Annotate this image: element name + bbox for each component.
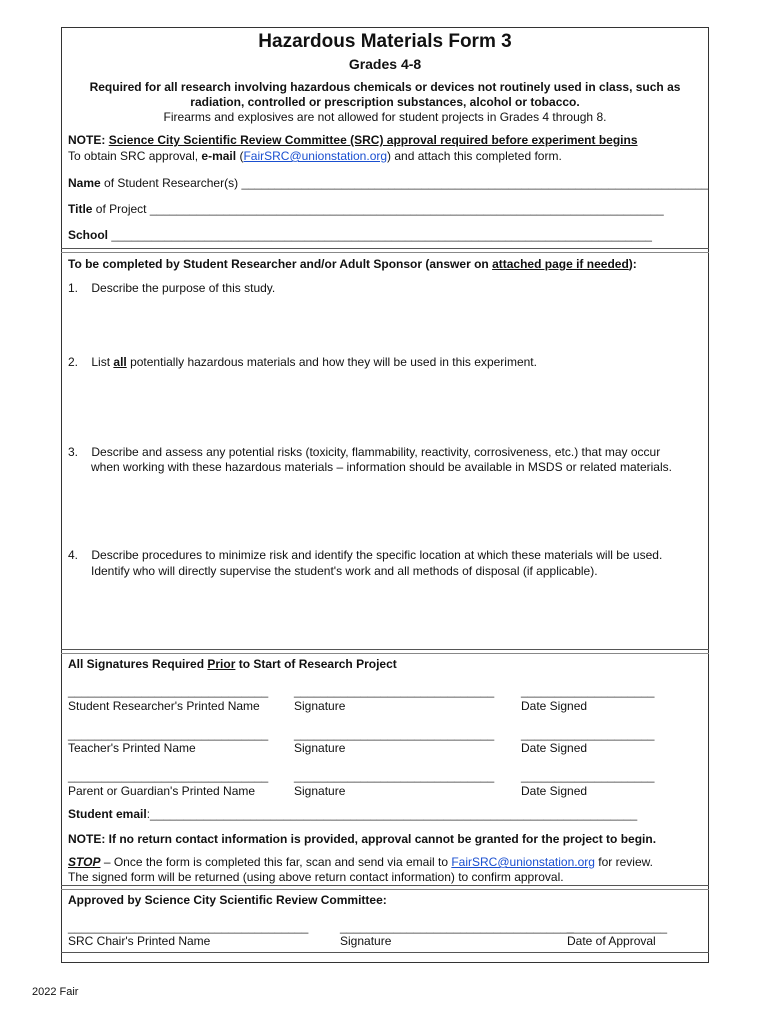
requirement-line-1: Required for all research involving hazardous chemicals or devices not routinely used in class, such as: [89, 80, 681, 94]
teacher-signature-label: Signature: [294, 741, 346, 755]
date-signature-line[interactable]: ____________________: [521, 727, 655, 741]
parent-signature-label: Signature: [294, 784, 346, 798]
src-date-label: Date of Approval: [567, 934, 656, 948]
question-pre: List: [91, 355, 111, 369]
obtain-prefix: To obtain SRC approval,: [68, 149, 199, 163]
date-signature-line[interactable]: ____________________: [521, 684, 655, 698]
student-name-label: Student Researcher's Printed Name: [68, 699, 260, 713]
signatures-heading-prefix: All Signatures Required: [68, 657, 205, 671]
student-email-field[interactable]: [68, 807, 637, 821]
question-number: 4.: [68, 548, 79, 562]
title-line: _____________________________________________________________________________: [149, 202, 664, 216]
question-3: [68, 445, 660, 460]
stop-instructions: [68, 855, 653, 869]
question-emph: all: [113, 355, 127, 369]
stop-suffix: for review.: [598, 855, 653, 869]
grades-subtitle: Grades 4-8: [348, 56, 422, 72]
name-suffix: of Student Researcher(s): [104, 176, 239, 190]
note-text: Science City Scientific Review Committee (SRC) approval required before experiment begins: [108, 133, 638, 147]
date-signature-line[interactable]: ____________________: [521, 769, 655, 783]
question-number: 2.: [68, 355, 79, 369]
student-email-line: :_________________________________________________________________________: [146, 807, 638, 821]
school-label: School: [68, 228, 109, 242]
stop-text: – Once the form is completed this far, scan and send via email to: [103, 855, 448, 869]
question-text: potentially hazardous materials and how they will be used in this experiment.: [130, 355, 537, 369]
title-field[interactable]: [68, 202, 664, 216]
divider: [61, 885, 709, 886]
signature-line[interactable]: ______________________________: [294, 684, 495, 698]
student-signature-label: Signature: [294, 699, 346, 713]
email-label: e-mail: [201, 149, 237, 163]
question-1: [68, 281, 275, 296]
question-text: Describe the purpose of this study.: [91, 281, 276, 295]
question-number: 3.: [68, 445, 79, 459]
name-signature-line[interactable]: ______________________________: [68, 769, 269, 783]
school-field[interactable]: [68, 228, 652, 242]
parent-name-label: Parent or Guardian's Printed Name: [68, 784, 256, 798]
parent-date-label: Date Signed: [521, 784, 588, 798]
question-text: Describe procedures to minimize risk and identify the specific location at which these materials will be used.: [91, 548, 663, 562]
src-chair-line[interactable]: ____________________________________: [68, 920, 309, 934]
question-number: 1.: [68, 281, 79, 295]
question-2: [68, 355, 537, 370]
obtain-approval-line: [68, 149, 562, 163]
src-signature-line[interactable]: ___________________________________: [340, 920, 574, 934]
firearms-notice: Firearms and explosives are not allowed for student projects in Grades 4 through 8.: [163, 110, 607, 124]
teacher-name-label: Teacher's Printed Name: [68, 741, 196, 755]
stop-email-link[interactable]: FairSRC@unionstation.org: [451, 855, 595, 869]
name-signature-line[interactable]: ______________________________: [68, 684, 269, 698]
signatures-heading-emph: Prior: [207, 657, 236, 671]
divider: [61, 653, 709, 654]
src-email-link[interactable]: FairSRC@unionstation.org: [243, 149, 388, 163]
divider: [61, 649, 709, 650]
section-heading-suffix: ):: [628, 257, 637, 271]
teacher-date-label: Date Signed: [521, 741, 588, 755]
name-signature-line[interactable]: ______________________________: [68, 727, 269, 741]
src-note: [68, 133, 638, 147]
signature-line[interactable]: ______________________________: [294, 727, 495, 741]
contact-note: NOTE: If no return contact information is provided, approval cannot be granted for the project to begin.: [68, 832, 657, 846]
src-date-line[interactable]: _______________: [567, 920, 668, 934]
obtain-suffix: ) and attach this completed form.: [387, 149, 562, 163]
returned-notice: The signed form will be returned (using above return contact information) to confirm approval.: [68, 870, 564, 884]
signature-line[interactable]: ______________________________: [294, 769, 495, 783]
name-label: Name: [68, 176, 101, 190]
src-signature-label: Signature: [340, 934, 392, 948]
section-heading-prefix: To be completed by Student Researcher and/or Adult Sponsor (answer on: [68, 257, 489, 271]
requirement-line-2: radiation, controlled or prescription substances, alcohol or tobacco.: [190, 95, 580, 109]
signatures-heading: [68, 657, 397, 671]
question-4: [68, 548, 662, 563]
note-label: NOTE:: [68, 133, 106, 147]
divider: [61, 952, 709, 953]
open-paren: (: [239, 149, 244, 163]
form-frame: [61, 27, 709, 963]
divider: [61, 252, 709, 253]
student-date-label: Date Signed: [521, 699, 588, 713]
stop-label: STOP: [68, 855, 101, 869]
name-field[interactable]: [68, 176, 709, 190]
attached-page-text: attached page if needed: [492, 257, 629, 271]
src-chair-label: SRC Chair's Printed Name: [68, 934, 211, 948]
name-line: ______________________________________________________________________: [241, 176, 709, 190]
title-suffix: of Project: [95, 202, 147, 216]
approval-heading: Approved by Science City Scientific Review Committee:: [68, 893, 387, 907]
divider: [61, 248, 709, 249]
school-line: _________________________________________________________________________________: [111, 228, 652, 242]
title-label: Title: [68, 202, 93, 216]
question-3-line-2: when working with these hazardous materials – information should be available in MSDS or related materials.: [91, 460, 672, 474]
divider: [61, 889, 709, 890]
form-title: Hazardous Materials Form 3: [258, 31, 512, 52]
question-4-line-2: Identify who will directly supervise the student's work and all methods of disposal (if applicable).: [91, 564, 598, 578]
requirement-text: [61, 80, 709, 110]
student-email-label: Student email: [68, 807, 147, 821]
footer-text: 2022 Fair: [32, 986, 79, 998]
section-heading: [68, 257, 637, 271]
signatures-heading-suffix: to Start of Research Project: [238, 657, 397, 671]
question-text: Describe and assess any potential risks (toxicity, flammability, reactivity, corrosiveness, etc.) that may occur: [91, 445, 661, 459]
